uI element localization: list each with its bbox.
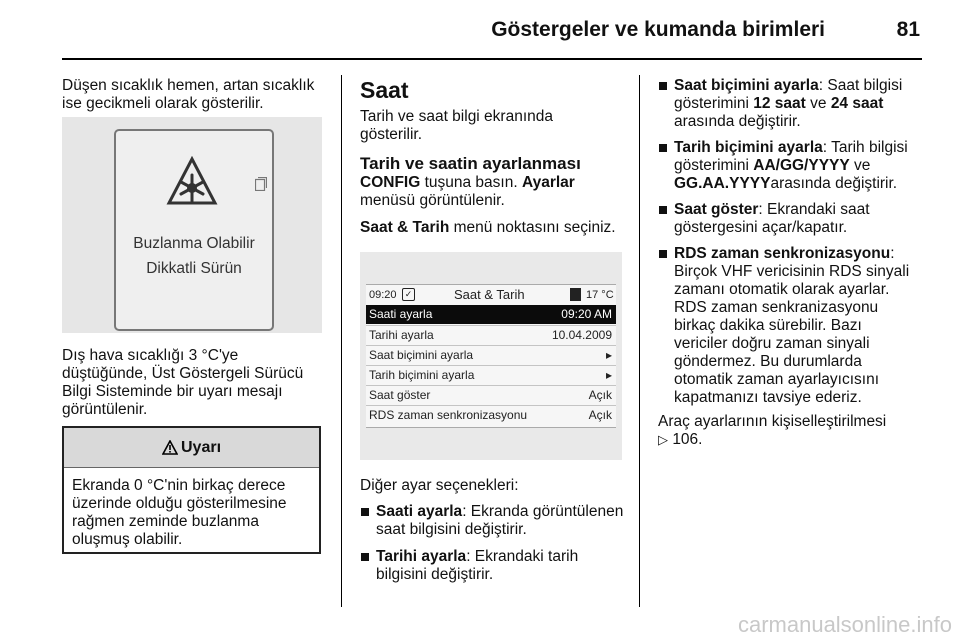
other-options bbox=[360, 477, 632, 588]
warning-line: rağmen zeminde buzlanma bbox=[72, 513, 259, 530]
option-text: : bbox=[890, 245, 895, 262]
column-divider-2 bbox=[639, 75, 640, 607]
section-intro-line: Tarih ve saat bilgi ekranında bbox=[360, 108, 554, 125]
warning-line: oluşmuş olabilir. bbox=[72, 531, 183, 548]
warning-box bbox=[62, 426, 321, 554]
bullet-icon bbox=[659, 144, 667, 152]
bullet-icon bbox=[361, 508, 369, 516]
settings-menu-name: Ayarlar bbox=[521, 174, 575, 191]
warning-line: üzerinde olduğu gösterilmesine bbox=[72, 495, 287, 512]
outside-temp-paragraph bbox=[62, 347, 332, 419]
list-item bbox=[658, 245, 938, 407]
paragraph-line: görüntülenir. bbox=[62, 401, 148, 418]
temperature-icon bbox=[570, 288, 581, 301]
row-label: Tarihi ayarla bbox=[369, 328, 434, 342]
figure-message-line-1: Buzlanma Olabilir bbox=[133, 235, 255, 252]
column-3 bbox=[658, 77, 938, 449]
sync-check-icon: ✓ bbox=[402, 288, 415, 301]
option-text: RDS zaman senkranizasyonu bbox=[674, 299, 879, 316]
ice-warning-figure bbox=[62, 117, 322, 333]
text: menüsü görüntülenir. bbox=[360, 192, 505, 209]
header-rule bbox=[62, 58, 922, 60]
option-name: Saati ayarla bbox=[376, 503, 463, 520]
config-key: CONFIG bbox=[360, 174, 421, 191]
option-text: arasında değiştirir. bbox=[674, 113, 801, 130]
status-temperature: 17 °C bbox=[586, 289, 614, 301]
chevron-right-icon: ▸ bbox=[605, 368, 612, 382]
row-value: Açık bbox=[588, 408, 612, 422]
option-text: otomatik zaman ayarlayıcısını bbox=[674, 371, 880, 388]
column-1 bbox=[62, 77, 332, 113]
option-text: kapatmanızı tavsiye ederiz. bbox=[674, 389, 862, 406]
menu-row-saat-bicimi[interactable] bbox=[366, 345, 616, 365]
option-text: : Tarih bilgisi bbox=[822, 139, 908, 156]
intro-line: ise gecikmeli olarak gösterilir. bbox=[62, 95, 264, 112]
display-screen bbox=[366, 284, 616, 428]
column-2 bbox=[360, 78, 632, 237]
bullet-icon bbox=[659, 250, 667, 258]
option-text: saat bilgisini değiştirir. bbox=[376, 521, 527, 538]
option-text: arasında değiştirir. bbox=[770, 175, 898, 192]
bullet-icon bbox=[659, 206, 667, 214]
option-text: Birçok VHF vericisinin RDS sinyali bbox=[674, 263, 910, 280]
menu-row-tarihi-ayarla[interactable] bbox=[366, 325, 616, 345]
section-intro-line: gösterilir. bbox=[360, 126, 423, 143]
ice-warning-icon bbox=[166, 156, 218, 208]
display-title: Saat & Tarih bbox=[454, 287, 525, 302]
chevron-right-icon: ▸ bbox=[605, 348, 612, 362]
option-text: göstergesini açar/kapatır. bbox=[674, 219, 848, 236]
subheading: Tarih ve saatin ayarlanması bbox=[360, 154, 581, 173]
other-options-intro: Diğer ayar seçenekleri: bbox=[360, 477, 519, 494]
clock-settings-figure bbox=[360, 252, 622, 460]
cross-reference-text: Araç ayarlarının kişiselleştirilmesi bbox=[658, 413, 887, 430]
format-12h: 12 saat bbox=[753, 95, 806, 112]
format-dmy: GG.AA.YYYY bbox=[674, 175, 771, 192]
bullet-icon bbox=[361, 553, 369, 561]
paragraph-line: Dış hava sıcaklığı 3 °C'ye bbox=[62, 347, 239, 364]
column-divider-1 bbox=[341, 75, 342, 607]
list-item bbox=[360, 503, 632, 539]
option-text: : Ekranda görüntülenen bbox=[462, 503, 624, 520]
bullet-icon bbox=[659, 82, 667, 90]
figure-message-line-2: Dikkatli Sürün bbox=[146, 260, 242, 277]
paragraph-line: Bilgi Sisteminde bir uyarı mesajı bbox=[62, 383, 283, 400]
list-item bbox=[360, 548, 632, 584]
option-text: : Ekrandaki tarih bbox=[466, 548, 579, 565]
option-name: Tarihi ayarla bbox=[376, 548, 467, 565]
option-text: : Saat bilgisi bbox=[818, 77, 903, 94]
text: tuşuna basın. bbox=[420, 174, 522, 191]
page-reference-link[interactable]: 106. bbox=[672, 431, 703, 448]
menu-row-saat-goster[interactable] bbox=[366, 385, 616, 405]
option-name: Tarih biçimini ayarla bbox=[674, 139, 823, 156]
warning-header bbox=[64, 428, 319, 468]
option-name: Saat biçimini ayarla bbox=[674, 77, 819, 94]
warning-line: Ekranda 0 °C'nin birkaç derece bbox=[72, 477, 286, 494]
display-status-bar bbox=[366, 285, 616, 305]
text: menü noktasını seçiniz. bbox=[449, 219, 616, 236]
option-name: RDS zaman senkronizasyonu bbox=[674, 245, 891, 262]
menu-item-name: Saat & Tarih bbox=[360, 219, 450, 236]
option-text: göndermez. Bu durumlarda bbox=[674, 353, 862, 370]
option-text: gösterimini bbox=[674, 157, 754, 174]
options-list bbox=[658, 77, 938, 407]
menu-row-tarih-bicimi[interactable] bbox=[366, 365, 616, 385]
list-item bbox=[658, 77, 938, 131]
row-value: Açık bbox=[588, 388, 612, 402]
row-label: Tarih biçimini ayarla bbox=[369, 368, 475, 382]
row-value: 10.04.2009 bbox=[551, 328, 612, 342]
row-value: 09:20 AM bbox=[561, 307, 612, 321]
option-text: ve bbox=[805, 95, 831, 112]
warning-title: Uyarı bbox=[180, 438, 222, 456]
row-label: Saati ayarla bbox=[369, 307, 433, 321]
option-text: zamanı otomatik olarak ayarlar. bbox=[674, 281, 890, 298]
format-mdy: AA/GG/YYYY bbox=[753, 157, 850, 174]
list-item bbox=[658, 139, 938, 193]
option-text: birkaç dakika sürebilir. Bazı bbox=[674, 317, 862, 334]
format-24h: 24 saat bbox=[830, 95, 884, 112]
page-icon bbox=[255, 177, 267, 191]
option-text: : Ekrandaki saat bbox=[758, 201, 870, 218]
warning-triangle-icon bbox=[162, 440, 178, 455]
row-label: RDS zaman senkronizasyonu bbox=[369, 408, 528, 422]
watermark: carmanualsonline.info bbox=[737, 612, 952, 637]
paragraph-line: düştüğünde, Üst Göstergeli Sürücü bbox=[62, 365, 304, 382]
menu-row-saati-ayarla[interactable] bbox=[366, 305, 616, 324]
options-list bbox=[360, 503, 632, 584]
option-text: vericiler doğru zaman sinyali bbox=[674, 335, 870, 352]
section-heading: Saat bbox=[360, 77, 409, 103]
warning-body bbox=[64, 468, 319, 549]
menu-row-rds-sync[interactable] bbox=[366, 405, 616, 425]
row-label: Saat göster bbox=[369, 388, 431, 402]
list-item bbox=[658, 201, 938, 237]
row-label: Saat biçimini ayarla bbox=[369, 348, 474, 362]
page-number: 81 bbox=[896, 18, 920, 41]
option-text: bilgisini değiştirir. bbox=[376, 566, 494, 583]
page-header-title: Göstergeler ve kumanda birimleri bbox=[491, 18, 825, 41]
option-text: gösterimini bbox=[674, 95, 754, 112]
option-text: ve bbox=[849, 157, 871, 174]
option-name: Saat göster bbox=[674, 201, 759, 218]
intro-line: Düşen sıcaklık hemen, artan sıcaklık bbox=[62, 77, 315, 94]
page-reference-icon: ▷ bbox=[658, 432, 668, 447]
status-time: 09:20 bbox=[369, 289, 397, 301]
